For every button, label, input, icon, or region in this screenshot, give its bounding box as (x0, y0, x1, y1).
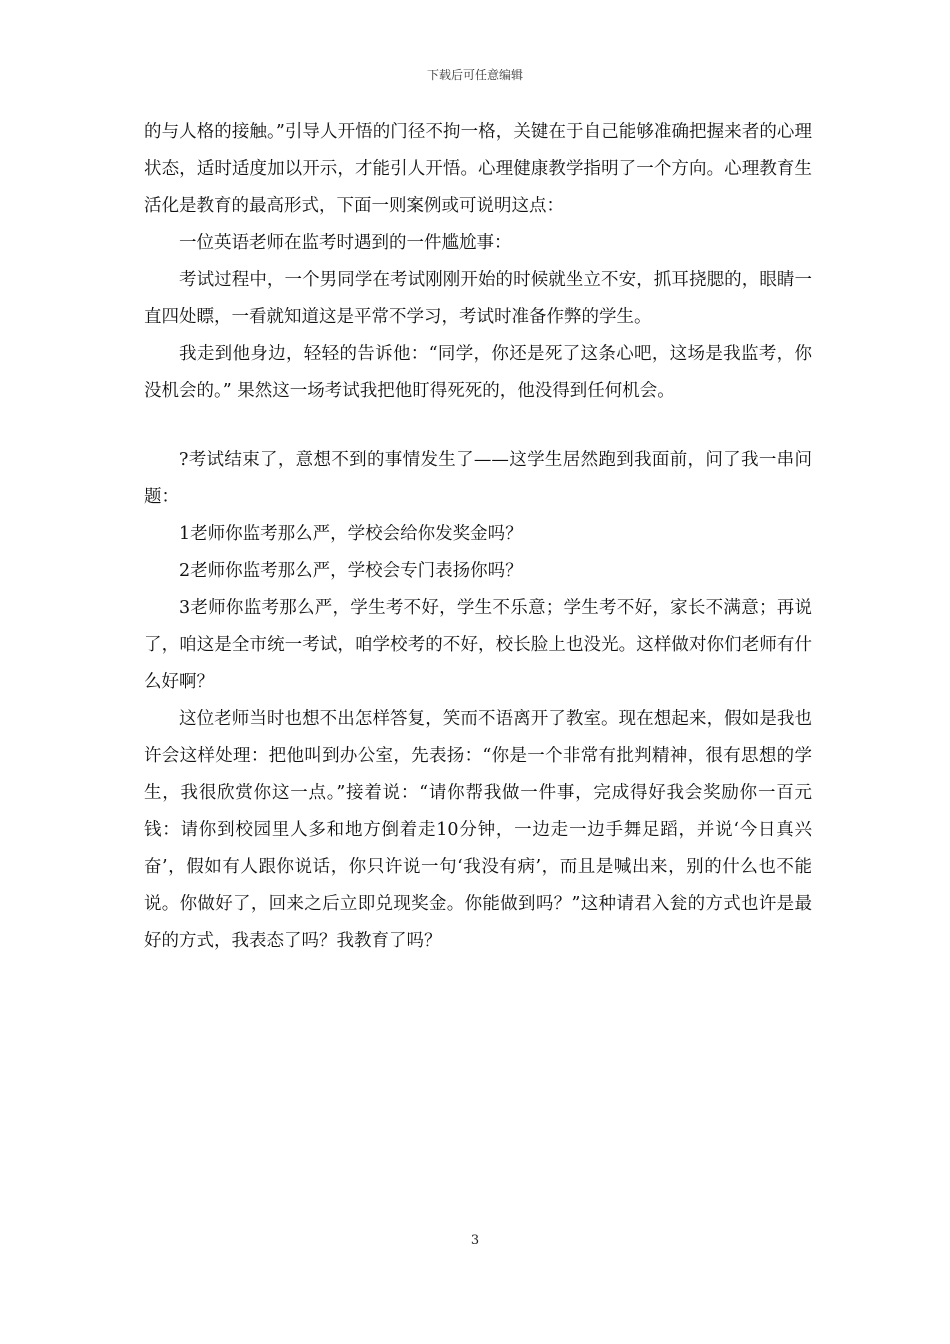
question-3: 3老师你监考那么严，学生考不好，学生不乐意；学生考不好，家长不满意；再说了，咱这是全市统一考试，咱学校考的不好，校长脸上也没光。这样做对你们老师有什么好啊？ (144, 598, 812, 692)
paragraph-4: 我走到他身边，轻轻的告诉他：“同学，你还是死了这条心吧，这场是我监考，你没机会的。” 果然这一场考试我把他盯得死死的，他没得到任何机会。 (144, 344, 812, 401)
document-body (144, 114, 812, 960)
page-header: 下载后可任意编辑 (426, 68, 523, 82)
paragraph-1: 的与人格的接触。”引导人开悟的门径不拘一格，关键在于自己能够准确把握来者的心理状态，适时适度加以开示，才能引人开悟。心理健康教学指明了一个方向。心理教育生活化是教育的最高形式，下面一则案例或可说明这点： (144, 122, 812, 216)
question-2: 2老师你监考那么严，学校会专门表扬你吗？ (179, 561, 523, 581)
paragraph-6: 这位老师当时也想不出怎样答复，笑而不语离开了教室。现在想起来，假如是我也许会这样处理：把他叫到办公室，先表扬：“你是一个非常有批判精神，很有思想的学生，我很欣赏你这一点。”接着说：“请你帮我做一件事，完成得好我会奖励你一百元钱：请你到校园里人多和地方倒着走10分钟，一边走一边手舞足蹈，并说‘今日真兴奋’，假如有人跟你说话，你只许说一句‘我没有病’，而且是喊出来，别的什么也不能说。你做好了，回来之后立即兑现奖金。你能做到吗？”这种请君入瓮的方式也许是最好的方式，我表态了吗？我教育了吗？ (144, 709, 812, 951)
paragraph-5: ?考试结束了，意想不到的事情发生了——这学生居然跑到我面前，问了我一串问题： (144, 450, 812, 507)
paragraph-gap (144, 410, 812, 442)
page-number: 3 (470, 1233, 480, 1248)
paragraph-2: 一位英语老师在监考时遇到的一件尴尬事： (179, 233, 512, 253)
question-1: 1老师你监考那么严，学校会给你发奖金吗？ (179, 524, 523, 544)
paragraph-3: 考试过程中，一个男同学在考试刚刚开始的时候就坐立不安，抓耳挠腮的，眼睛一直四处瞟，一看就知道这是平常不学习，考试时准备作弊的学生。 (144, 270, 812, 327)
